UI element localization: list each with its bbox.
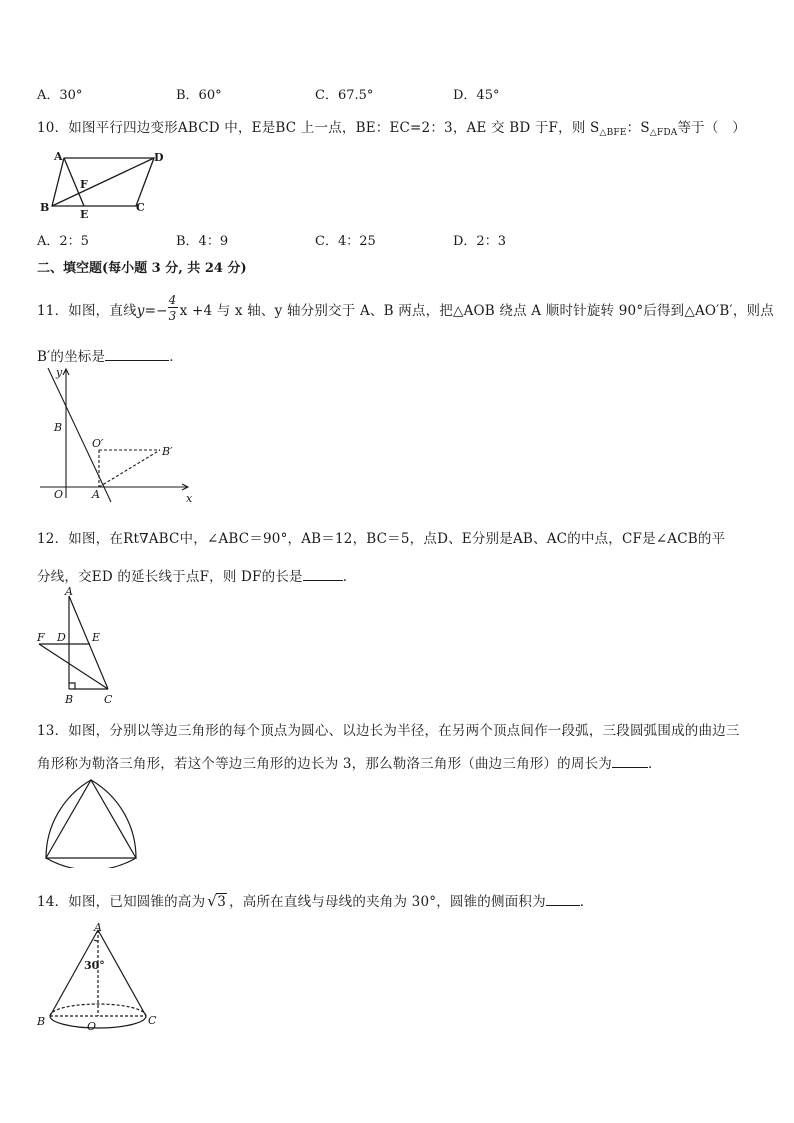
q10-option-b: B．4：9 bbox=[176, 234, 229, 249]
q14-stem bbox=[37, 890, 594, 910]
q13-line2-text: 角形称为勒洛三角形，若这个等边三角形的边长为 3，那么勒洛三角形（曲边三角形）的周长为 bbox=[37, 756, 612, 772]
q10-sub-fda: △FDA bbox=[649, 128, 678, 138]
q10-label-c: C bbox=[136, 201, 145, 214]
q14-label-o: O bbox=[87, 1020, 97, 1033]
q13-stem-line1: 13．如图，分别以等边三角形的每个顶点为圆心、以边长为半径，在另两个顶点间作一段弧，三段圆弧围成的曲边三 bbox=[37, 723, 740, 739]
q10-label-e: E bbox=[80, 208, 89, 220]
q14-sqrt-value: 3 bbox=[217, 894, 227, 910]
q11-after-frac: x +4 与 x 轴、y 轴分别交于 A、B 两点，把△AOB 绕点 A 顺时针旋转 90°后得到△AO′B′，则点 bbox=[179, 303, 774, 319]
q13-line2-end: ． bbox=[647, 756, 662, 772]
q14-suffix: ，高所在直线与母线的夹角为 30°，圆锥的侧面积为 bbox=[229, 894, 546, 910]
q14-prefix: 14．如图，已知圆锥的高为 bbox=[37, 894, 206, 910]
q14-label-angle: 30° bbox=[84, 959, 105, 972]
q14-end: ． bbox=[579, 894, 594, 910]
q10-label-a: A bbox=[54, 150, 63, 163]
q13-answer-blank[interactable] bbox=[612, 755, 648, 768]
q14-label-a: A bbox=[94, 921, 102, 934]
q11-stem-line2 bbox=[37, 345, 183, 365]
q12-segment-fc bbox=[39, 644, 108, 689]
q14-generatrix-ac bbox=[98, 930, 146, 1016]
q12-label-e: E bbox=[92, 631, 101, 644]
q12-label-b: B bbox=[65, 693, 74, 706]
q11-label-a: A bbox=[92, 488, 100, 501]
q9-option-b: B．60° bbox=[176, 88, 222, 103]
q12-triangle-figure bbox=[34, 586, 124, 708]
q10-text-mid: ：S bbox=[626, 120, 650, 136]
q10-text-pre: 10．如图平行四边变形ABCD 中，E是BC 上一点，BE：EC=2：3，AE 交 BD 于F，则 S bbox=[37, 120, 600, 136]
q11-label-b: B bbox=[54, 421, 63, 434]
q9-option-d: D．45° bbox=[453, 88, 500, 103]
q12-label-d: D bbox=[57, 631, 66, 644]
q12-line2-text: 分线，交ED 的延长线于点F，则 DF的长是 bbox=[37, 569, 303, 585]
q11-frac-den: 3 bbox=[168, 308, 177, 323]
q14-label-b: B bbox=[37, 1015, 46, 1028]
q13-equilateral-triangle bbox=[46, 780, 136, 858]
q12-label-f: F bbox=[37, 631, 45, 644]
q9-option-a: A．30° bbox=[37, 88, 83, 103]
q13-stem-line2 bbox=[37, 752, 662, 772]
q11-label-b-prime: B′ bbox=[162, 445, 173, 458]
q11-fraction bbox=[168, 292, 180, 323]
q14-generatrix-ab bbox=[50, 930, 98, 1016]
q10-parallelogram-figure bbox=[36, 148, 166, 220]
q14-answer-blank[interactable] bbox=[546, 893, 580, 906]
q14-label-c: C bbox=[148, 1014, 157, 1027]
q12-line2-end: ． bbox=[342, 569, 357, 585]
q13-reuleaux-outline bbox=[46, 780, 136, 868]
q11-label-y: y bbox=[56, 366, 63, 379]
q12-stem-line2 bbox=[37, 565, 356, 585]
q11-segment-ab-prime bbox=[99, 450, 160, 487]
q11-coordinate-figure bbox=[36, 364, 201, 506]
q12-segment-ac bbox=[69, 596, 108, 689]
q10-label-d: D bbox=[154, 151, 164, 164]
q10-label-f: F bbox=[80, 178, 88, 191]
q11-label-o-prime: O′ bbox=[92, 437, 104, 450]
q11-line-ab bbox=[48, 368, 111, 502]
section-2-heading: 二、填空题(每小题 3 分, 共 24 分) bbox=[37, 261, 247, 276]
q10-option-c: C．4：25 bbox=[315, 234, 376, 249]
q11-stem-line1 bbox=[37, 292, 774, 323]
q11-prefix: 11．如图，直线 bbox=[37, 303, 137, 319]
q11-answer-blank[interactable] bbox=[105, 348, 169, 361]
q14-sqrt: √ 3 bbox=[207, 892, 227, 910]
q14-cone-figure bbox=[34, 920, 164, 1036]
q10-sub-bfe: △BFE bbox=[599, 128, 627, 138]
q10-option-d: D．2：3 bbox=[453, 234, 506, 249]
q14-base-front-arc bbox=[50, 1016, 146, 1028]
q12-stem-line1: 12．如图，在Rt∇ABC中，∠ABC＝90°，AB＝12，BC＝5，点D、E分别是AB、AC的中点，CF是∠ACB的平 bbox=[37, 531, 726, 547]
q11-frac-num: 4 bbox=[168, 292, 177, 307]
q13-reuleaux-figure bbox=[36, 772, 148, 868]
q10-text-post: 等于（ ） bbox=[677, 120, 746, 136]
q12-answer-blank[interactable] bbox=[303, 568, 343, 581]
q12-label-a: A bbox=[65, 586, 73, 598]
q11-line2-text: B′的坐标是 bbox=[37, 349, 106, 365]
q10-stem bbox=[37, 116, 746, 138]
q9-option-c: C．67.5° bbox=[315, 88, 374, 103]
q10-label-b: B bbox=[40, 201, 50, 214]
q10-option-a: A．2：5 bbox=[37, 234, 89, 249]
q11-line2-end: ． bbox=[169, 349, 183, 365]
q11-y-eq: y=− bbox=[136, 303, 168, 319]
q12-right-angle-mark bbox=[69, 683, 75, 689]
q11-label-o: O bbox=[54, 488, 64, 501]
q12-label-c: C bbox=[104, 693, 113, 706]
q11-label-x: x bbox=[186, 492, 193, 505]
